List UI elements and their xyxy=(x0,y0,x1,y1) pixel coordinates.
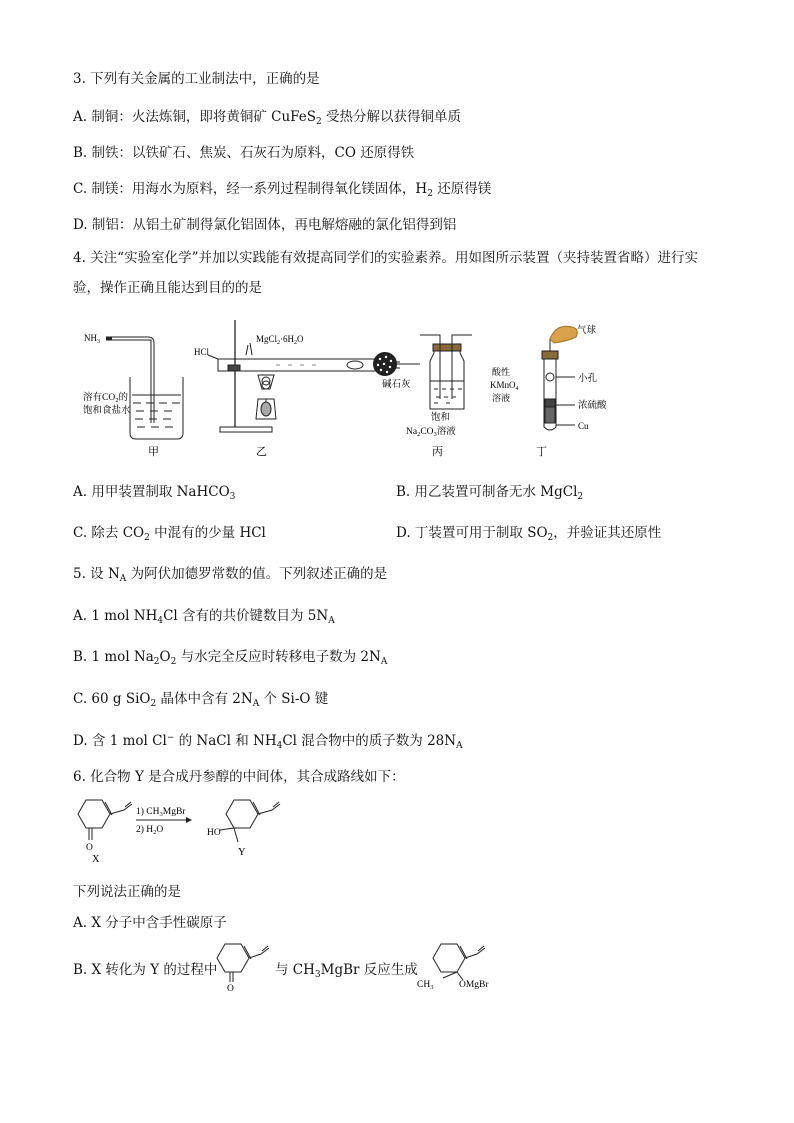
jia-solution-label-2: 饱和食盐水 xyxy=(83,406,131,416)
q3-option-b: B. 制铁：以铁矿石、焦炭、石灰石为原料，CO 还原得铁 xyxy=(73,145,415,161)
y-hydroxyl-label: HO xyxy=(207,828,221,838)
molecule-y xyxy=(220,800,280,842)
jia-solution-label-1: 溶有$CO_2$的 xyxy=(83,393,128,404)
q6-option-b-molecule-x xyxy=(215,940,275,992)
q5-option-d: D. 含 1 mol Cl− 的 NaCl 和 $NH_4Cl$ 混合物中的质子数为 $28N_A$ xyxy=(73,733,463,751)
ding-acidic-label: 酸性 xyxy=(492,367,511,377)
yi-hcl-label: HCl xyxy=(194,347,210,357)
q4-apparatus-figure xyxy=(80,315,620,460)
q5-option-a: A. 1 mol $NH_4Cl$ 含有的共价键数目为 $5N_A$ xyxy=(73,608,335,626)
molecule-x xyxy=(78,800,132,840)
product-omgbr-label: OMgBr xyxy=(459,980,489,990)
ding-kmno4-label: KMnO$_4$ xyxy=(490,380,519,392)
apparatus-ding xyxy=(542,326,577,430)
q4-option-d: D. 丁装置可用于制取 $SO_2$，并验证其还原性 xyxy=(396,525,662,543)
ding-solution-label: 溶液 xyxy=(492,393,511,403)
q5-option-b: B. 1 mol $Na_2O_2$ 与水完全反应时转移电子数为 $2N_A$ xyxy=(73,649,388,667)
q6-synthesis-route xyxy=(72,790,312,865)
jia-caption: 甲 xyxy=(148,446,159,458)
product-ch3-label: $CH_3$ xyxy=(417,980,434,991)
q6-stem: 6. 化合物 Y 是合成丹参醇的中间体，其合成路线如下： xyxy=(73,769,405,785)
jia-nh3-label: $NH_3$ xyxy=(84,333,100,345)
yi-mgcl2-label: $MgCl_2\cdot 6H_2O$ xyxy=(256,334,304,346)
q6-option-b-middle: 与 $CH_3MgBr$ 反应生成 xyxy=(275,962,418,980)
x-carbonyl-o: O xyxy=(86,843,93,853)
yi-soda-lime-label: 碱石灰 xyxy=(382,380,411,390)
y-label: Y xyxy=(238,847,246,858)
reagent-step-2: 2) $H_2O$ xyxy=(136,825,164,836)
reaction-arrowhead xyxy=(186,817,192,823)
yi-caption: 乙 xyxy=(256,446,267,458)
ding-cu-label: Cu xyxy=(578,421,589,431)
apparatus-yi xyxy=(208,320,400,432)
q4-stem-line1: 4. 关注“实验室化学”并加以实践能有效提高同学们的实验素养。用如图所示装置（夹持装置省略）进行实 xyxy=(73,250,698,266)
bing-caption: 丙 xyxy=(432,446,443,458)
q3-option-d: D. 制铝：从铝土矿制得氯化铝固体，再电解熔融的氯化铝得到铝 xyxy=(73,217,457,233)
q6-option-b-product xyxy=(415,940,510,992)
apparatus-jia xyxy=(106,337,183,439)
q3-stem: 3. 下列有关金属的工业制法中，正确的是 xyxy=(73,71,320,87)
bing-saturated-label: 饱和 xyxy=(431,413,451,423)
bing-solution-label: $Na_2CO_3$溶液 xyxy=(406,427,456,438)
ding-hole-label: 小孔 xyxy=(578,374,598,384)
q6-question: 下列说法正确的是 xyxy=(73,884,181,900)
q4-option-c: C. 除去 $CO_2$ 中混有的少量 HCl xyxy=(73,525,266,543)
q6-option-b-prefix: B. X 转化为 Y 的过程中 xyxy=(73,962,218,978)
q3-option-a: A. 制铜：火法炼铜，即将黄铜矿 CuFeS$_2$ 受热分解以获得铜单质 xyxy=(73,109,462,127)
option-b-x-o: O xyxy=(227,984,234,992)
q5-stem: 5. 设 $N_A$ 为阿伏加德罗常数的值。下列叙述正确的是 xyxy=(73,566,388,584)
apparatus-bing xyxy=(420,335,472,409)
q3-option-c: C. 制镁：用海水为原料，经一系列过程制得氧化镁固体，$H_2$ 还原得镁 xyxy=(73,181,492,199)
x-label: X xyxy=(92,854,100,865)
reagent-step-1: 1) $CH_3MgBr$ xyxy=(136,807,186,818)
q4-stem-line2: 验，操作正确且能达到目的的是 xyxy=(73,280,262,296)
ding-h2so4-label: 浓硫酸 xyxy=(578,401,607,411)
q6-option-a: A. X 分子中含手性碳原子 xyxy=(73,915,227,931)
q5-option-c: C. 60 g SiO$_2$ 晶体中含有 $2N_A$ 个 Si-O 键 xyxy=(73,691,329,709)
q4-option-a: A. 用甲装置制取 NaHCO$_3$ xyxy=(73,484,236,502)
ding-balloon-label: 气球 xyxy=(577,326,597,336)
q4-option-b: B. 用乙装置可制备无水 MgCl$_2$ xyxy=(396,484,584,502)
ding-caption: 丁 xyxy=(536,446,547,458)
